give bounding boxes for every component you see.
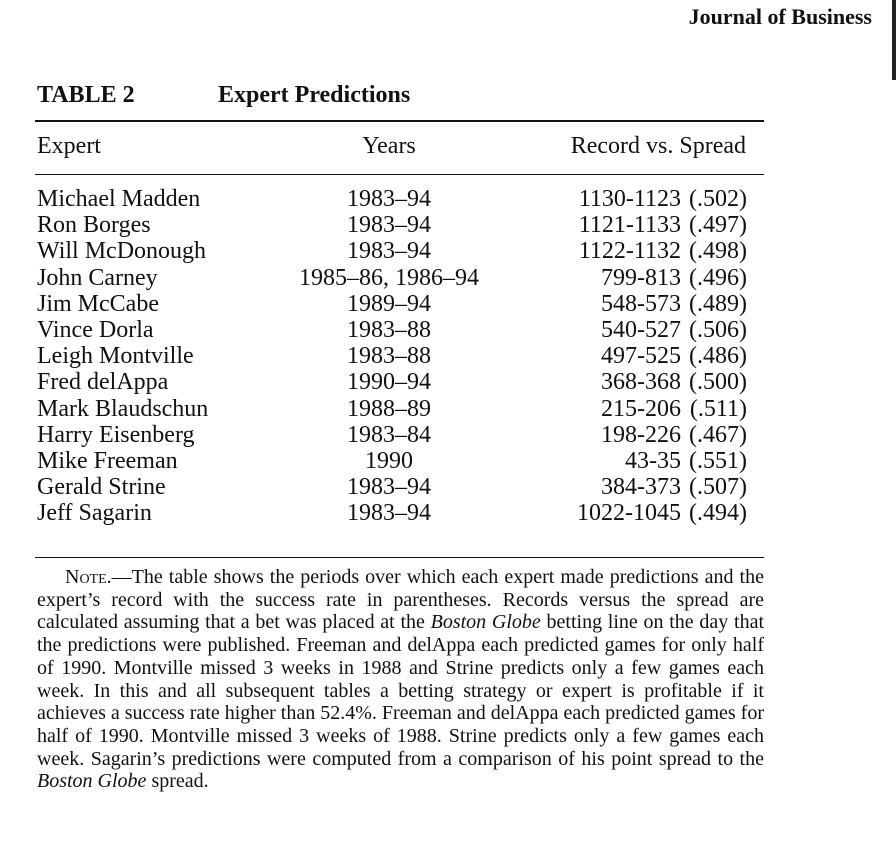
cell-record: 1022-1045 [577,500,681,527]
cell-years: 1983–88 [347,343,431,370]
cell-years: 1985–86, 1986–94 [299,264,479,291]
cell-rate: (.486) [689,343,747,370]
cell-record: 1121-1133 [578,212,681,239]
table-body [0,186,896,526]
table-top-rule [35,120,764,122]
table-row [0,186,896,212]
table-row [0,396,896,422]
note-italic-1: Boston Globe [430,611,541,634]
table-title [37,82,411,109]
cell-record: 198-226 [601,421,681,448]
table-row [0,317,896,343]
table-bottom-rule [35,557,764,558]
cell-expert: John Carney [37,264,158,291]
cell-expert: Gerald Strine [37,474,166,501]
running-header: Journal of Business [688,4,872,29]
table-note [37,566,764,793]
table-name: Expert Predictions [218,82,411,108]
cell-expert: Michael Madden [37,186,201,212]
cell-record: 1130-1123 [578,186,681,212]
note-dash: — [111,566,132,588]
cell-rate: (.467) [689,421,747,448]
table-row [0,474,896,500]
header-record: Record vs. Spread [570,133,746,159]
header-expert: Expert [37,133,101,159]
note-text-1: The table shows the periods over which each expert made predictions and the expert’s record with the success rate in parentheses. Records versus the spread are calculated assuming that a bet was placed at the [37,566,764,634]
cell-years: 1989–94 [347,290,431,317]
cell-record: 215-206 [601,395,681,422]
cell-expert: Leigh Montville [37,343,194,370]
note-text-2: betting line on the day that the predictions were published. Freeman and delAppa each predicted games for only half of 1990. Montville missed 3 weeks in 1988 and Strine predicts only a few games each week. In this and all subsequent tables a betting strategy or expert is profitable if it achieves a success rate higher than 52.4%. Freeman and delAppa each predicted games for half of 1990. Montville missed 3 weeks of 1988. Strine predicts only a few games each week. Sagarin’s predictions were computed from a comparison of his point spread to the [37,611,764,770]
cell-record: 368-368 [601,369,681,396]
cell-rate: (.502) [689,186,747,212]
cell-expert: Mark Blaudschun [37,395,209,422]
cell-rate: (.511) [689,395,747,422]
cell-rate: (.498) [689,238,747,265]
cell-expert: Fred delAppa [37,369,169,396]
cell-years: 1990 [365,447,413,474]
table-label: TABLE 2 [37,82,135,108]
table-row [0,500,896,526]
table-row [0,238,896,264]
note-text-3: spread. [146,770,209,793]
cell-rate: (.494) [689,500,747,527]
cell-record: 497-525 [601,343,681,370]
cell-rate: (.496) [689,264,747,291]
cell-record: 540-527 [601,316,681,343]
cell-expert: Ron Borges [37,212,151,239]
cell-expert: Jeff Sagarin [37,500,152,527]
cell-years: 1983–94 [347,212,431,239]
cell-expert: Harry Eisenberg [37,421,195,448]
cell-record: 799-813 [601,264,681,291]
cell-expert: Will McDonough [37,238,207,265]
table-row [0,265,896,291]
cell-record: 43-35 [625,447,681,474]
note-label: Note. [65,566,112,588]
cell-record: 548-573 [601,290,681,317]
cell-rate: (.551) [689,447,747,474]
cell-years: 1983–88 [347,316,431,343]
cell-expert: Vince Dorla [37,316,154,343]
cell-rate: (.506) [689,316,747,343]
cell-rate: (.500) [689,369,747,396]
cell-years: 1983–94 [347,186,431,212]
cell-years: 1983–84 [347,421,431,448]
cell-years: 1983–94 [347,500,431,527]
table-row [0,448,896,474]
cell-expert: Jim McCabe [37,290,159,317]
table-row [0,291,896,317]
cell-years: 1988–89 [347,395,431,422]
header-years: Years [362,133,416,159]
table-row [0,343,896,369]
cell-years: 1983–94 [347,474,431,501]
cell-rate: (.489) [689,290,747,317]
cell-years: 1983–94 [347,238,431,265]
cell-expert: Mike Freeman [37,447,178,474]
cell-record: 1122-1132 [578,238,681,265]
page-edge-mark [892,0,896,80]
table-row [0,369,896,395]
note-italic-2: Boston Globe [37,770,147,793]
table-row [0,422,896,448]
cell-rate: (.507) [689,474,747,501]
table-header-rule [35,174,764,175]
cell-rate: (.497) [689,212,747,239]
table-row [0,212,896,238]
cell-record: 384-373 [601,474,681,501]
cell-years: 1990–94 [347,369,431,396]
